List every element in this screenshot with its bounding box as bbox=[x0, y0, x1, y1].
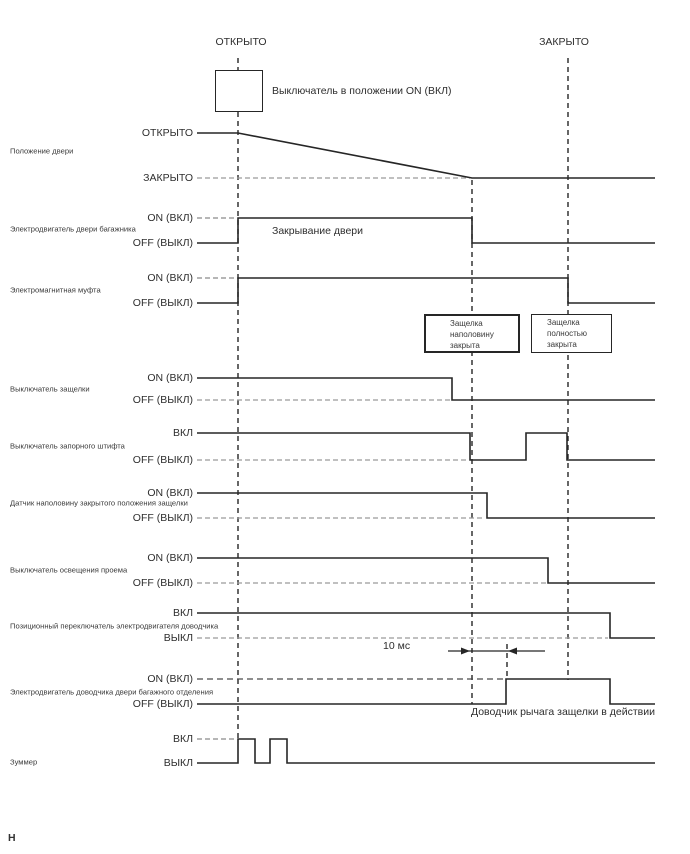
latch-full-line1: Защелка bbox=[547, 318, 580, 327]
door-position-wave bbox=[197, 133, 655, 178]
row-label-clutch: Электромагнитная муфта bbox=[10, 285, 101, 295]
latch-fully-closed-box bbox=[531, 314, 612, 353]
row-label-position-switch: Позиционный переключатель электродвигателя доводчика bbox=[10, 621, 219, 631]
latch-half-line1: Защелка bbox=[450, 319, 483, 328]
level-clutch-on: ON (ВКЛ) bbox=[147, 272, 193, 284]
level-motor-off: OFF (ВЫКЛ) bbox=[132, 237, 193, 249]
arrow-left-icon bbox=[508, 648, 517, 655]
closing-door-note: Закрывание двери bbox=[272, 225, 364, 237]
switch-on-box bbox=[215, 70, 263, 112]
level-open: ОТКРЫТО bbox=[141, 127, 193, 139]
closer-motor-wave bbox=[197, 679, 655, 704]
level-pin-off: OFF (ВЫКЛ) bbox=[132, 454, 193, 466]
arrow-right-icon bbox=[461, 648, 470, 655]
open-marker-label: ОТКРЫТО bbox=[215, 36, 267, 48]
interval-label: 10 мс bbox=[383, 640, 411, 652]
latch-full-line2: полностью bbox=[547, 329, 587, 338]
row-label-half-closed-sensor: Датчик наполовину закрытого положения защелки bbox=[10, 498, 188, 508]
row-label-light-switch: Выключатель освещения проема bbox=[10, 565, 128, 575]
lock-pin-wave bbox=[197, 433, 655, 460]
row-label-door-position: Положение двери bbox=[10, 146, 74, 156]
level-halfsensor-off: OFF (ВЫКЛ) bbox=[132, 512, 193, 524]
closer-action-note: Доводчик рычага защелки в действии bbox=[470, 706, 655, 718]
row-label-lock-pin: Выключатель запорного штифта bbox=[10, 441, 125, 451]
level-light-off: OFF (ВЫКЛ) bbox=[132, 577, 193, 589]
half-closed-sensor-wave bbox=[197, 493, 655, 518]
row-label-buzzer: Зуммер bbox=[10, 757, 38, 767]
latch-switch-wave bbox=[197, 378, 655, 400]
light-switch-wave bbox=[197, 558, 655, 583]
switch-on-note: Выключатель в положении ON (ВКЛ) bbox=[272, 85, 452, 97]
level-buzzer-on: ВКЛ bbox=[172, 733, 193, 745]
level-latch-off: OFF (ВЫКЛ) bbox=[132, 394, 193, 406]
level-light-on: ON (ВКЛ) bbox=[147, 552, 193, 564]
latch-full-line3: закрыта bbox=[547, 340, 577, 349]
row-label-latch-switch: Выключатель защелки bbox=[10, 384, 90, 394]
level-closer-on: ON (ВКЛ) bbox=[147, 673, 193, 685]
level-position-on: ВКЛ bbox=[172, 607, 193, 619]
level-pin-on: ВКЛ bbox=[172, 427, 193, 439]
position-switch-wave bbox=[197, 613, 655, 638]
row-label-closer-motor: Электродвигатель доводчика двери багажного отделения bbox=[10, 687, 214, 697]
row-label-door-motor: Электродвигатель двери багажника bbox=[10, 224, 136, 234]
level-buzzer-off: ВЫКЛ bbox=[163, 757, 193, 769]
closed-marker-label: ЗАКРЫТО bbox=[539, 36, 589, 48]
latch-half-closed-box bbox=[424, 314, 520, 353]
door-motor-wave bbox=[197, 218, 655, 243]
level-latch-on: ON (ВКЛ) bbox=[147, 372, 193, 384]
level-halfsensor-on: ON (ВКЛ) bbox=[147, 487, 193, 499]
latch-half-line3: закрыта bbox=[450, 341, 480, 350]
level-closer-off: OFF (ВЫКЛ) bbox=[132, 698, 193, 710]
level-clutch-off: OFF (ВЫКЛ) bbox=[132, 297, 193, 309]
level-closed: ЗАКРЫТО bbox=[143, 172, 193, 184]
level-motor-on: ON (ВКЛ) bbox=[147, 212, 193, 224]
footnote-letter: Н bbox=[8, 832, 16, 844]
level-position-off: ВЫКЛ bbox=[163, 632, 193, 644]
latch-half-line2: наполовину bbox=[450, 330, 494, 339]
buzzer-wave bbox=[197, 739, 655, 763]
clutch-wave bbox=[197, 278, 655, 303]
